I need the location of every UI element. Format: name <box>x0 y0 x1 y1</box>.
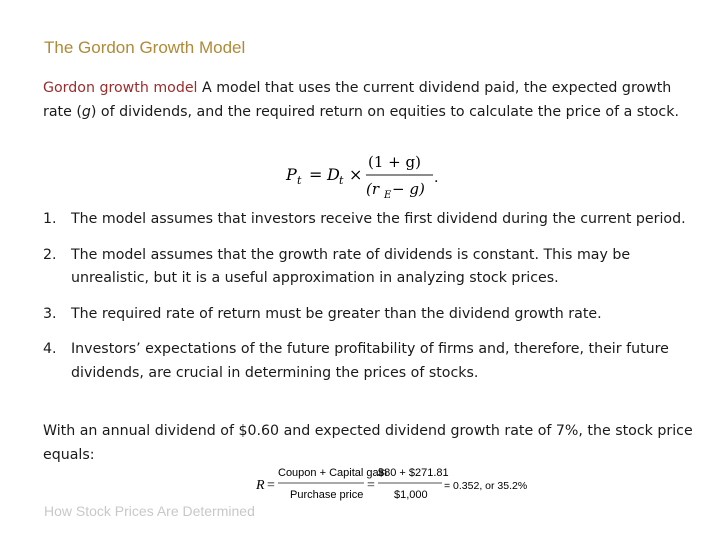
return-denominator-1: Purchase price <box>290 489 364 501</box>
closing-paragraph: With an annual dividend of $0.60 and expected dividend growth rate of 7%, the stock price equals: <box>43 423 693 463</box>
list-number: 1. <box>43 211 57 227</box>
formula-den-sub: E <box>384 190 392 201</box>
list-text: The model assumes that the growth rate of dividends is constant. This may be unrealistic, but it is a useful approximation in analyzing stock prices. <box>71 246 631 286</box>
formula-den-rest: − g) <box>392 180 425 198</box>
return-numerator-1: Coupon + Capital gain <box>278 467 388 479</box>
list-number: 4. <box>43 341 57 357</box>
return-result: = 0.352, or 35.2% <box>444 480 528 492</box>
return-equals-2: = <box>367 478 375 493</box>
list-number: 3. <box>43 305 57 322</box>
assumptions-list <box>43 208 693 397</box>
gordon-formula <box>286 149 446 201</box>
list-item <box>43 303 693 327</box>
return-denominator-2: $1,000 <box>394 489 428 501</box>
formula-period: . <box>434 170 439 186</box>
definition-term: Gordon growth model <box>43 80 198 96</box>
formula-D: D <box>327 165 340 184</box>
formula-times: × <box>349 165 363 184</box>
return-formula <box>254 462 528 506</box>
footer-caption: How Stock Prices Are Determined <box>44 503 255 519</box>
list-text: The required rate of return must be greater than the dividend growth rate. <box>71 305 602 322</box>
slide-title: The Gordon Growth Model <box>44 38 246 57</box>
formula-den-r: (r <box>366 180 380 198</box>
definition-text-2: ) of dividends, and the required return on equities to calculate the price of a stock. <box>90 103 679 120</box>
definition-text-1: A model that uses the current dividend paid, the expected growth rate ( <box>43 80 672 120</box>
definition-paragraph <box>43 77 683 124</box>
formula-D-sub: t <box>339 174 344 187</box>
list-item <box>43 244 693 291</box>
list-item <box>43 338 693 385</box>
list-text: Investors’ expectations of the future profitability of firms and, therefore, their future dividends, are crucial in determining the prices of stocks. <box>71 341 669 381</box>
return-equals: = <box>267 478 275 493</box>
definition-g: g <box>81 103 91 120</box>
formula-P-sub: t <box>297 174 302 187</box>
list-text: The model assumes that investors receive the first dividend during the current period. <box>71 211 686 227</box>
list-number: 2. <box>43 246 57 263</box>
formula-P: P <box>286 165 297 184</box>
return-numerator-2: $80 + $271.81 <box>378 467 449 479</box>
formula-equals: = <box>309 165 323 184</box>
formula-numerator: (1 + g) <box>368 153 421 171</box>
return-R: R <box>256 478 265 493</box>
list-item <box>43 208 693 232</box>
